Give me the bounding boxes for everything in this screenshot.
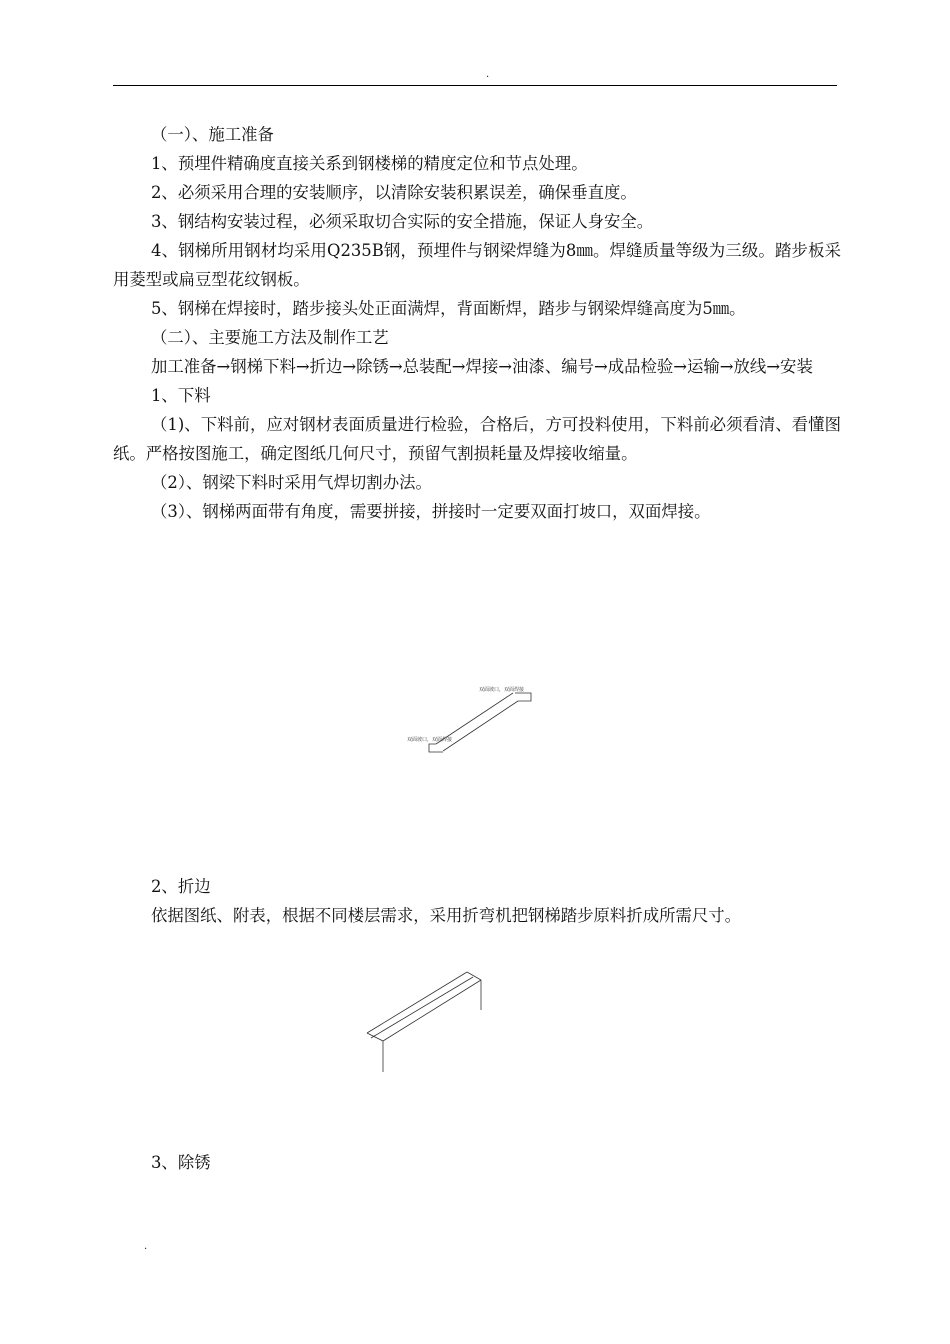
paragraph-item-5: 5、钢梯在焊接时，踏步接头处正面满焊，背面断焊，踏步与钢梁焊缝高度为5㎜。 — [151, 299, 746, 318]
section-heading-methods: （二）、主要施工方法及制作工艺 — [151, 328, 389, 347]
subheading-bending: 2、折边 — [151, 877, 211, 896]
figure-bent-plate — [113, 930, 841, 1148]
paragraph-cutting-2: （2）、钢梁下料时采用气焊切割办法。 — [151, 473, 432, 492]
paragraph-cutting-3: （3）、钢梯两面带有角度，需要拼接，拼接时一定要双面打坡口，双面焊接。 — [151, 502, 711, 521]
document-body — [113, 120, 841, 1177]
header-rule — [113, 85, 837, 86]
plate-front-edge — [383, 980, 481, 1041]
subheading-derusting: 3、除锈 — [151, 1153, 211, 1172]
plate-fold-edge — [371, 977, 473, 1038]
splice-diagram-svg — [113, 526, 841, 872]
paragraph-item-3: 3、钢结构安装过程，必须采取切合实际的安全措施，保证人身安全。 — [151, 212, 654, 231]
paragraph-cutting-1: （1)、下料前，应对钢材表面质量进行检验，合格后，方可投料使用，下料前必须看清、看懂图纸。严格按图施工，确定图纸几何尺寸，预留气割损耗量及焊接收缩量。 — [113, 415, 841, 463]
footer-mark: . — [144, 1241, 148, 1252]
figure-label-lower: 双面坡口，双面焊接 — [407, 737, 453, 743]
paragraph-bending: 依据图纸、附表，根据不同楼层需求，采用折弯机把钢梯踏步原料折成所需尺寸。 — [151, 906, 742, 925]
subheading-cutting: 1、下料 — [151, 386, 211, 405]
section-heading-preparation: （一）、施工准备 — [151, 125, 274, 144]
header-mark: . — [486, 69, 490, 80]
plate-end-top — [467, 972, 481, 980]
plate-back-edge — [367, 972, 467, 1033]
stringer-bottom-edge — [443, 701, 518, 751]
paragraph-item-1: 1、预埋件精确度直接关系到钢楼梯的精度定位和节点处理。 — [151, 154, 588, 173]
figure-label-upper: 双面坡口，双面焊接 — [479, 687, 525, 693]
upper-end-plate — [515, 693, 531, 701]
bent-plate-svg — [113, 930, 841, 1148]
plate-end-bottom — [367, 1033, 383, 1041]
paragraph-item-2: 2、必须采用合理的安装顺序，以清除安装积累误差，确保垂直度。 — [151, 183, 637, 202]
process-flow: 加工准备→钢梯下料→折边→除锈→总装配→焊接→油漆、编号→成品检验→运输→放线→安装 — [151, 357, 813, 376]
lower-end-plate — [429, 744, 443, 752]
figure-splice-diagram — [113, 526, 841, 872]
paragraph-item-4: 4、钢梯所用钢材均采用Q235B钢，预埋件与钢梁焊缝为8㎜。焊缝质量等级为三级。踏步板采用菱型或扁豆型花纹钢板。 — [113, 241, 841, 289]
